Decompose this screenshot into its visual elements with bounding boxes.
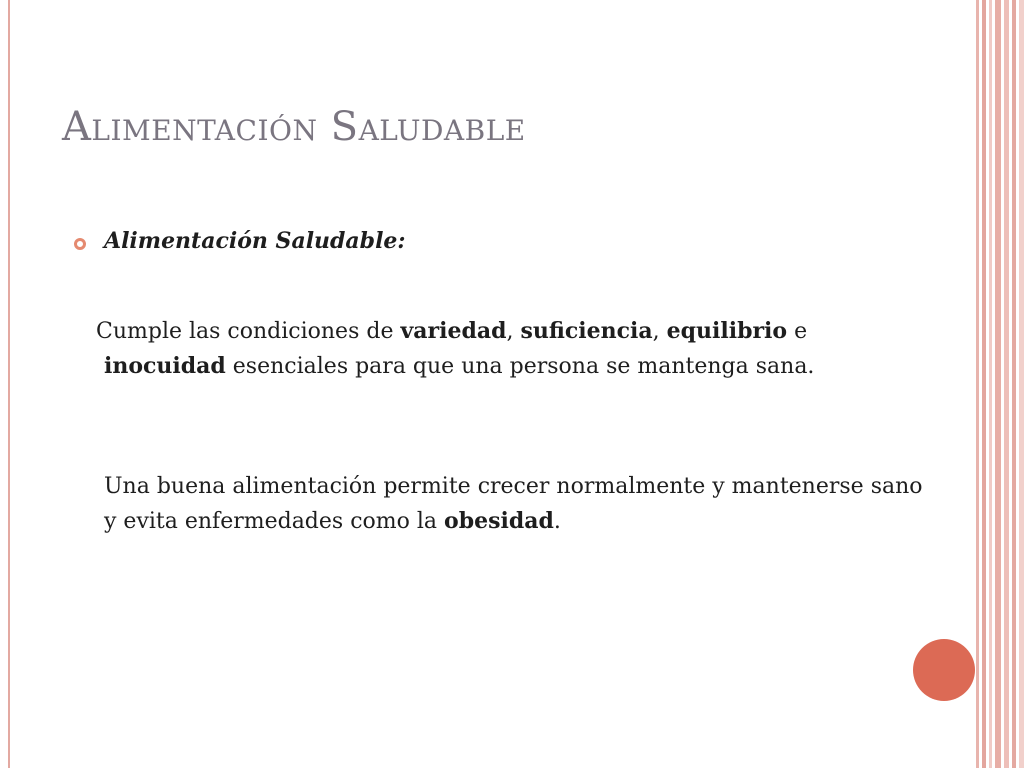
right-border-stripe xyxy=(1019,0,1024,768)
text-run: esenciales para que una persona se mantenga sana. xyxy=(225,354,815,379)
text-run: , xyxy=(652,319,667,344)
text-run: . xyxy=(553,509,561,534)
paragraph-conditions xyxy=(96,314,934,384)
right-border-stripe xyxy=(995,0,1001,768)
bold-term-suficiencia: suficiencia xyxy=(520,318,653,344)
circle-bullet-icon xyxy=(74,238,86,250)
paragraph-benefits xyxy=(104,469,934,539)
bullet-heading: Alimentación Saludable: xyxy=(104,228,406,254)
right-border-stripe xyxy=(989,0,992,768)
bold-term-variedad: variedad xyxy=(400,318,507,344)
bullet-item xyxy=(74,228,406,254)
bold-term-obesidad: obesidad xyxy=(444,508,554,534)
text-run: Una buena alimentación permite crecer normalmente y mantenerse sano y evita enfermedades como la xyxy=(104,474,923,534)
bold-term-inocuidad: inocuidad xyxy=(104,353,226,379)
right-border-stripe xyxy=(1004,0,1009,768)
left-border-line xyxy=(8,0,10,768)
right-border-stripe xyxy=(1012,0,1016,768)
right-border-stripe xyxy=(982,0,986,768)
text-run: , xyxy=(506,319,521,344)
text-run: e xyxy=(787,319,808,344)
text-run: Cumple las condiciones de xyxy=(96,319,401,344)
decorative-circle xyxy=(913,639,975,701)
right-border-stripe xyxy=(976,0,979,768)
slide-title: Alimentación Saludable xyxy=(62,104,526,150)
bold-term-equilibrio: equilibrio xyxy=(666,318,788,344)
